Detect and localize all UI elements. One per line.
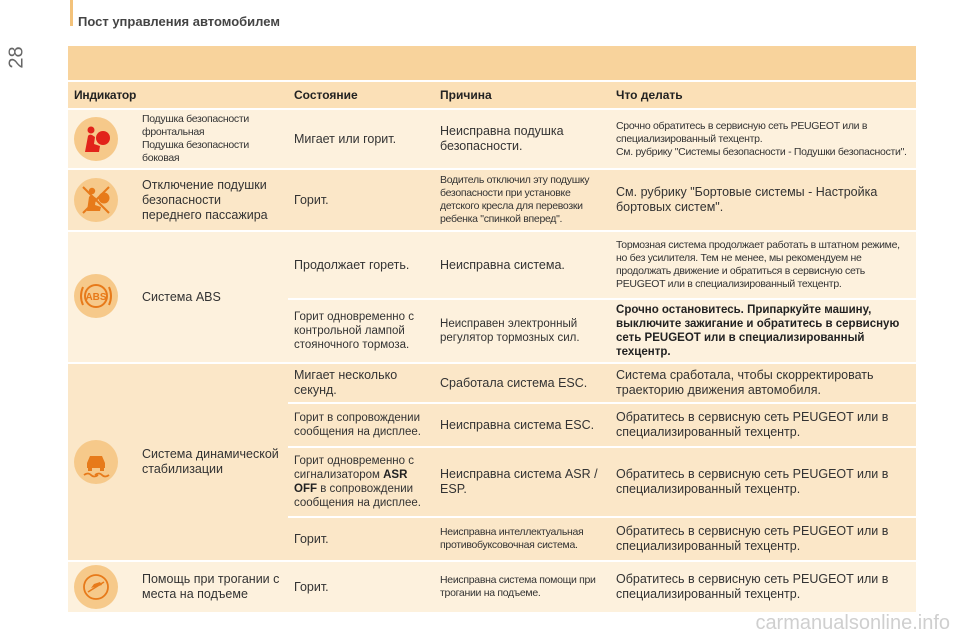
header-action: Что делать [610, 82, 916, 109]
airbag-state: Мигает или горит. [288, 109, 434, 169]
section-title: Пост управления автомобилем [78, 14, 280, 29]
abs-action-1: Тормозная система продолжает работать в штатном режиме, но без усилителя. Тем не менее, мы рекомендуем не продолжать движение и обратиться в сервисную сеть PEUGEOT или в специализированный техцентр. [610, 231, 916, 299]
esp-action-4: Обратитесь в сервисную сеть PEUGEOT или в специализированный техцентр. [610, 517, 916, 561]
top-band [68, 46, 916, 80]
abs-icon-cell [68, 231, 136, 363]
abs-icon-text: ABS [85, 292, 107, 303]
hill-start-assist-icon [74, 565, 118, 609]
abs-action-2: Срочно остановитесь. Припаркуйте машину, выключите зажигание и обратитесь в сервисную сеть PEUGEOT или в специализированный техцентр. [610, 299, 916, 363]
passenger-airbag-off-icon [74, 178, 118, 222]
hill-start-state: Горит. [288, 561, 434, 613]
passenger-airbag-state: Горит. [288, 169, 434, 231]
airbag-cause: Неисправна подушка безопасности. [434, 109, 610, 169]
table-header-row [68, 82, 916, 109]
table-row [68, 231, 916, 299]
warning-lights-table [68, 82, 916, 614]
hill-start-cause: Неисправна система помощи при трогании на подъеме. [434, 561, 610, 613]
passenger-airbag-action: См. рубрику "Бортовые системы - Настройка бортовых систем". [610, 169, 916, 231]
airbag-name: Подушка безопасности фронтальная Подушка безопасности боковая [136, 109, 288, 169]
table-row [68, 169, 916, 231]
hill-start-name: Помощь при трогании с места на подъеме [136, 561, 288, 613]
esp-state-1: Мигает несколько секунд. [288, 363, 434, 403]
esp-skid-icon [74, 440, 118, 484]
table-row [68, 109, 916, 169]
airbag-warning-icon [74, 117, 118, 161]
header-indicator: Индикатор [68, 82, 288, 109]
esp-action-2: Обратитесь в сервисную сеть PEUGEOT или в специализированный техцентр. [610, 403, 916, 447]
passenger-airbag-cause: Водитель отключил эту подушку безопасности при установке детского кресла для перевозки ребенка "спинкой вперед". [434, 169, 610, 231]
passenger-airbag-icon-cell [68, 169, 136, 231]
hill-start-icon-cell [68, 561, 136, 613]
abs-state-1: Продолжает гореть. [288, 231, 434, 299]
esp-action-1: Система сработала, чтобы скорректировать траекторию движения автомобиля. [610, 363, 916, 403]
esp-state-4: Горит. [288, 517, 434, 561]
abs-warning-icon [74, 274, 118, 318]
abs-name: Система ABS [136, 231, 288, 363]
esp-name: Система динамической стабилизации [136, 363, 288, 561]
abs-state-2: Горит одновременно с контрольной лампой стояночного тормоза. [288, 299, 434, 363]
table-row [68, 561, 916, 613]
table-row [68, 363, 916, 403]
esp-cause-4: Неисправна интеллектуальная противобуксовочная система. [434, 517, 610, 561]
header-state: Состояние [288, 82, 434, 109]
esp-cause-2: Неисправна система ESC. [434, 403, 610, 447]
esp-action-3: Обратитесь в сервисную сеть PEUGEOT или в специализированный техцентр. [610, 447, 916, 517]
esp-icon-cell [68, 363, 136, 561]
passenger-airbag-name: Отключение подушки безопасности переднего пассажира [136, 169, 288, 231]
airbag-action: Срочно обратитесь в сервисную сеть PEUGEOT или в специализированный техцентр. См. рубрику "Системы безопасности - Подушки безопасности". [610, 109, 916, 169]
section-marker [70, 0, 73, 26]
esp-state-2: Горит в сопровождении сообщения на дисплее. [288, 403, 434, 447]
hill-start-action: Обратитесь в сервисную сеть PEUGEOT или в специализированный техцентр. [610, 561, 916, 613]
esp-cause-1: Сработала система ESC. [434, 363, 610, 403]
abs-cause-1: Неисправна система. [434, 231, 610, 299]
airbag-icon-cell [68, 109, 136, 169]
page-number: 28 [5, 46, 28, 69]
esp-state-3: Горит одновременно с сигнализатором ASR OFF в сопровождении сообщения на дисплее. [288, 447, 434, 517]
header-cause: Причина [434, 82, 610, 109]
watermark: carmanualsonline.info [755, 612, 950, 634]
esp-cause-3: Неисправна система ASR / ESP. [434, 447, 610, 517]
abs-cause-2: Неисправен электронный регулятор тормозных сил. [434, 299, 610, 363]
